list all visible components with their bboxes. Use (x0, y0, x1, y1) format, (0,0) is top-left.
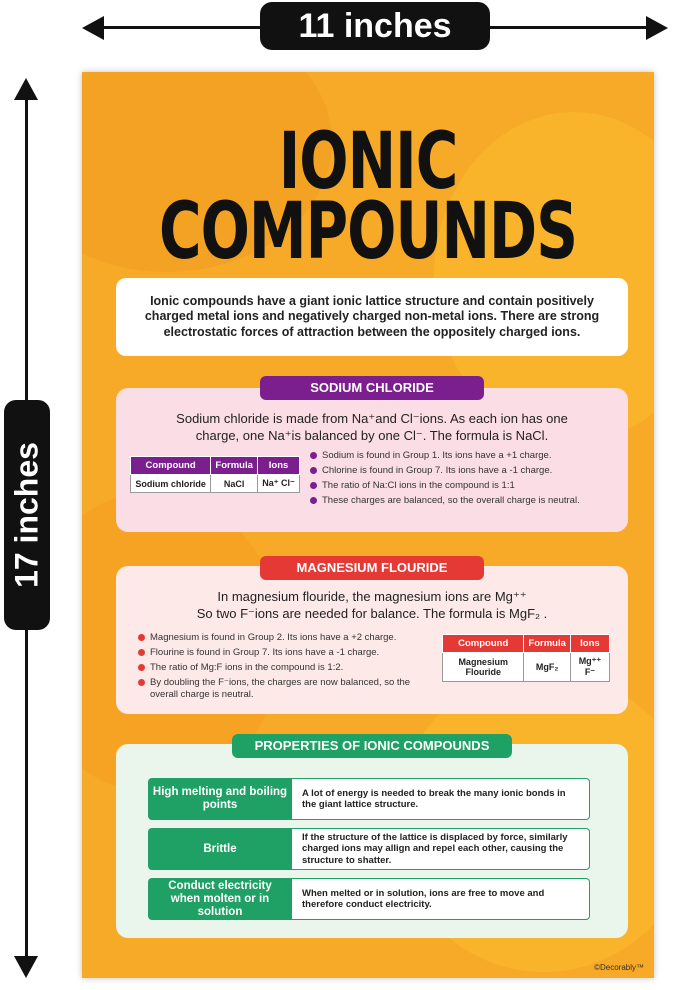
sodium-chloride-intro-line2: charge, one Na⁺is balanced by one Cl⁻. The formula is NaCl. (195, 428, 549, 443)
table-header: Ions (570, 635, 609, 653)
width-label: 11 inches (260, 2, 490, 50)
list-item (138, 662, 438, 674)
magnesium-fluoride-facts (138, 632, 438, 704)
poster (82, 72, 654, 978)
bullet-icon (310, 497, 317, 504)
list-item (310, 450, 616, 462)
property-row (148, 778, 590, 820)
property-description: When melted or in solution, ions are free to move and therefore conduct electricity. (292, 878, 590, 920)
table-row (443, 653, 610, 682)
list-item (310, 480, 616, 492)
table-cell: Mg⁺⁺ F⁻ (570, 653, 609, 682)
fact-text: The ratio of Na:Cl ions in the compound is 1:1 (322, 480, 515, 491)
property-label: High melting and boiling points (148, 778, 292, 820)
table-cell: Sodium chloride (131, 475, 211, 493)
arrow-down-icon (14, 956, 38, 978)
bullet-icon (138, 649, 145, 656)
fact-text: Flourine is found in Group 7. Its ions have a -1 charge. (150, 647, 380, 658)
fact-text: Chlorine is found in Group 7. Its ions have a -1 charge. (322, 465, 553, 476)
bullet-icon (138, 664, 145, 671)
brand-logo: ©Decorably™ (594, 963, 644, 972)
properties-card (116, 744, 628, 938)
property-description: If the structure of the lattice is displaced by force, similarly charged ions may allign and repel each other, causing the structure to shatter. (292, 828, 590, 870)
table-header: Compound (443, 635, 524, 653)
table-row (131, 475, 300, 493)
sodium-chloride-card (116, 388, 628, 532)
height-dimension-marker (8, 78, 48, 978)
magnesium-fluoride-table (442, 634, 610, 682)
sodium-chloride-facts (310, 450, 616, 510)
table-header: Formula (524, 635, 570, 653)
sodium-chloride-heading: SODIUM CHLORIDE (260, 376, 484, 400)
fact-text: Sodium is found in Group 1. Its ions have a +1 charge. (322, 450, 552, 461)
bullet-icon (138, 679, 145, 686)
bullet-icon (310, 467, 317, 474)
magnesium-fluoride-intro (116, 588, 628, 622)
list-item (138, 647, 438, 659)
bullet-icon (310, 452, 317, 459)
height-label: 17 inches (8, 442, 45, 588)
arrow-left-icon (82, 16, 104, 40)
bullet-icon (310, 482, 317, 489)
table-header: Ions (258, 457, 300, 475)
table-header: Compound (131, 457, 211, 475)
sodium-chloride-table (130, 456, 300, 493)
fact-text: By doubling the F⁻ions, the charges are now balanced, so the overall charge is neutral. (150, 677, 411, 700)
list-item (310, 495, 616, 507)
width-dimension-marker (82, 7, 668, 45)
table-cell: MgF₂ (524, 653, 570, 682)
list-item (138, 677, 438, 701)
list-item (138, 632, 438, 644)
arrow-right-icon (646, 16, 668, 40)
poster-title-line2: COMPOUNDS (159, 185, 577, 277)
property-label: Conduct electricity when molten or in solution (148, 878, 292, 920)
fact-text: Magnesium is found in Group 2. Its ions have a +2 charge. (150, 632, 397, 643)
magnesium-fluoride-intro-line2: So two F⁻ions are needed for balance. The formula is MgF₂ . (196, 606, 548, 621)
property-row (148, 828, 590, 870)
magnesium-fluoride-heading: MAGNESIUM FLOURIDE (260, 556, 484, 580)
property-description: A lot of energy is needed to break the many ionic bonds in the giant lattice structure. (292, 778, 590, 820)
height-label-pill (4, 400, 50, 630)
magnesium-fluoride-intro-line1: In magnesium flouride, the magnesium ions are Mg⁺⁺ (217, 589, 527, 604)
sodium-chloride-intro-line1: Sodium chloride is made from Na⁺and Cl⁻ions. As each ion has one (176, 411, 568, 426)
property-label: Brittle (148, 828, 292, 870)
property-row (148, 878, 590, 920)
table-header-row (131, 457, 300, 475)
bullet-icon (138, 634, 145, 641)
intro-text: Ionic compounds have a giant ionic lattice structure and contain positively charged metal ions and negatively charged non-metal ions. There are strong electrostatic forces of attraction between the oppositely charged ions. (144, 293, 600, 339)
sodium-chloride-intro (116, 410, 628, 444)
table-cell: Magnesium Flouride (443, 653, 524, 682)
list-item (310, 465, 616, 477)
table-header: Formula (211, 457, 258, 475)
table-cell: Na⁺ Cl⁻ (258, 475, 300, 493)
intro-box (116, 278, 628, 356)
magnesium-fluoride-card (116, 566, 628, 714)
fact-text: The ratio of Mg:F ions in the compound is 1:2. (150, 662, 344, 673)
table-header-row (443, 635, 610, 653)
table-cell: NaCl (211, 475, 258, 493)
poster-title-line1: IONIC (278, 115, 458, 207)
arrow-up-icon (14, 78, 38, 100)
fact-text: These charges are balanced, so the overall charge is neutral. (322, 495, 580, 506)
properties-heading: PROPERTIES OF IONIC COMPOUNDS (232, 734, 512, 758)
